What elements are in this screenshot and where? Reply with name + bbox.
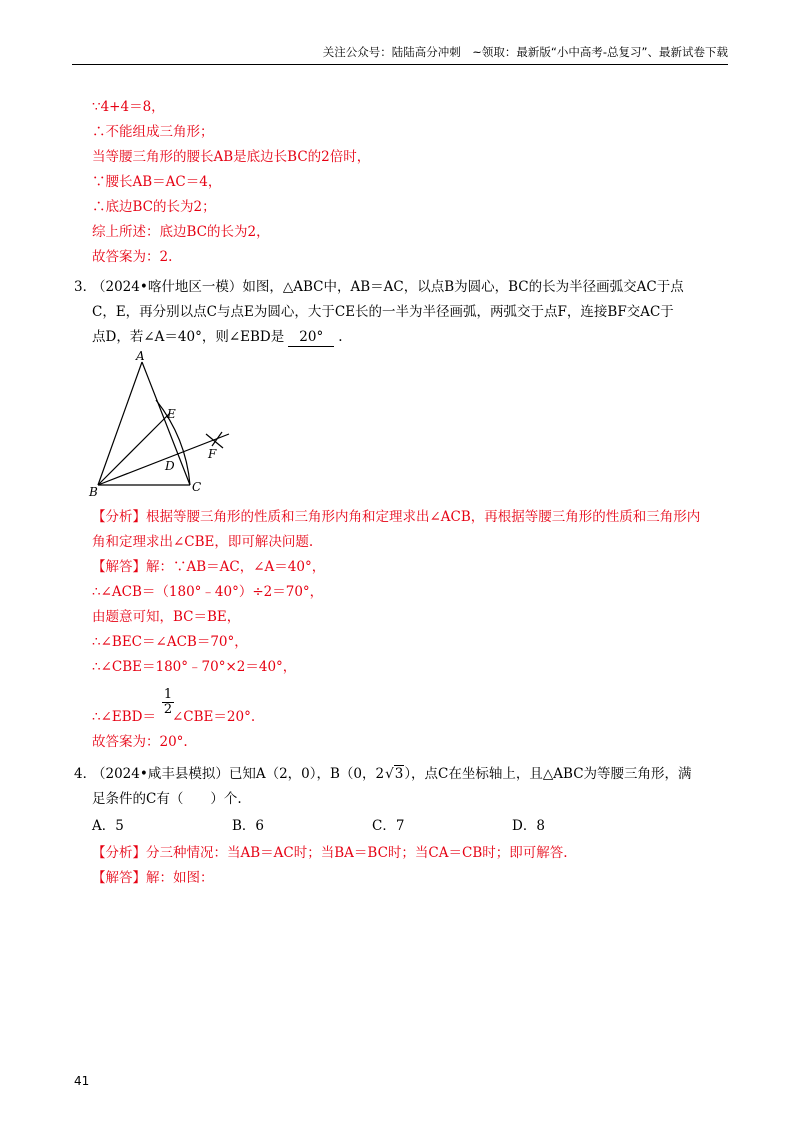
fraction-denominator: 2 (163, 702, 173, 717)
label-D: D (165, 459, 175, 473)
fraction-numerator: 1 (163, 687, 173, 702)
label-C: C (192, 480, 202, 494)
sqrt-radicand: 3 (394, 766, 404, 782)
prev-solution-line: ∵腰长AB＝AC＝4， (92, 174, 222, 190)
question-3-analysis: 角和定理求出∠CBE，即可解决问题. (92, 534, 314, 550)
question-3-analysis: 【分析】根据等腰三角形的性质和三角形内角和定理求出∠ACB，再根据等腰三角形的性质和三角形内 (92, 509, 701, 525)
page-header: 关注公众号：陆陆高分冲刺 ~领取：最新版“小中高考-总复习”、最新试卷下载 (72, 44, 728, 65)
question-3-text (92, 328, 343, 347)
question-4-number: 4． (74, 766, 97, 782)
question-4-options (92, 817, 652, 835)
label-F: F (208, 447, 217, 461)
question-3-text-post: . (338, 329, 343, 345)
question-4-text (92, 765, 692, 783)
ebd-post: ∠CBE＝20°. (172, 709, 256, 725)
question-4-text: 足条件的C有（ ）个. (92, 791, 242, 807)
sqrt-sign: √ (385, 766, 394, 782)
question-3-solution-line: 【解答】解：∵AB＝AC，∠A＝40°， (92, 559, 326, 575)
label-E: E (167, 407, 176, 421)
prev-solution-line: 综上所述：底边BC的长为2， (92, 224, 270, 240)
page-number: 41 (74, 1074, 90, 1088)
triangle-figure (86, 348, 246, 500)
question-3-solution-line: 由题意可知，BC＝BE， (92, 609, 241, 625)
option-b[interactable]: B．6 (232, 818, 265, 834)
question-3-solution-line: ∴∠ACB＝（180°﹣40°）÷2＝70°， (92, 584, 324, 600)
question-4-text-post: ），点C在坐标轴上，且△ABC为等腰三角形，满 (404, 766, 692, 782)
label-B: B (89, 485, 98, 499)
question-3-text-pre: 点D，若∠A＝40°，则∠EBD是 (92, 329, 285, 345)
prev-solution-line: 当等腰三角形的腰长AB是底边长BC的2倍时， (92, 149, 371, 165)
prev-solution-line: 故答案为：2. (92, 249, 173, 265)
label-A: A (136, 349, 145, 363)
question-3-answer: 20° (288, 328, 334, 347)
question-4-analysis: 【分析】分三种情况：当AB＝AC时；当BA＝BC时；当CA＝CB时；即可解答. (92, 845, 568, 861)
question-3-final-answer: 故答案为：20°. (92, 734, 188, 750)
option-c[interactable]: C．7 (372, 818, 405, 834)
option-d[interactable]: D．8 (512, 818, 545, 834)
question-3-solution-line: ∴∠CBE＝180°﹣70°×2＝40°， (92, 659, 297, 675)
question-3-solution-line: ∴∠BEC＝∠ACB＝70°， (92, 634, 248, 650)
prev-solution-line: ∵4+4＝8， (92, 99, 165, 115)
question-3-text: C，E，再分别以点C与点E为圆心，大于CE长的一半为半径画弧，两弧交于点F，连接BF交AC于 (92, 304, 674, 320)
option-a[interactable]: A．5 (92, 818, 124, 834)
ebd-pre: ∴∠EBD＝ (92, 709, 156, 725)
question-3-ebd-line (92, 708, 255, 726)
question-4-text-pre: （2024•咸丰县模拟）已知A（2，0），B（0，2 (92, 766, 385, 782)
question-3-number: 3． (74, 279, 97, 295)
prev-solution-line: ∴底边BC的长为2； (92, 199, 216, 215)
question-3-text: （2024•喀什地区一模）如图，△ABC中，AB＝AC，以点B为圆心，BC的长为半径画弧交AC于点 (92, 279, 684, 295)
question-4-solution-start: 【解答】解：如图： (92, 870, 214, 886)
prev-solution-line: ∴不能组成三角形； (92, 124, 214, 140)
